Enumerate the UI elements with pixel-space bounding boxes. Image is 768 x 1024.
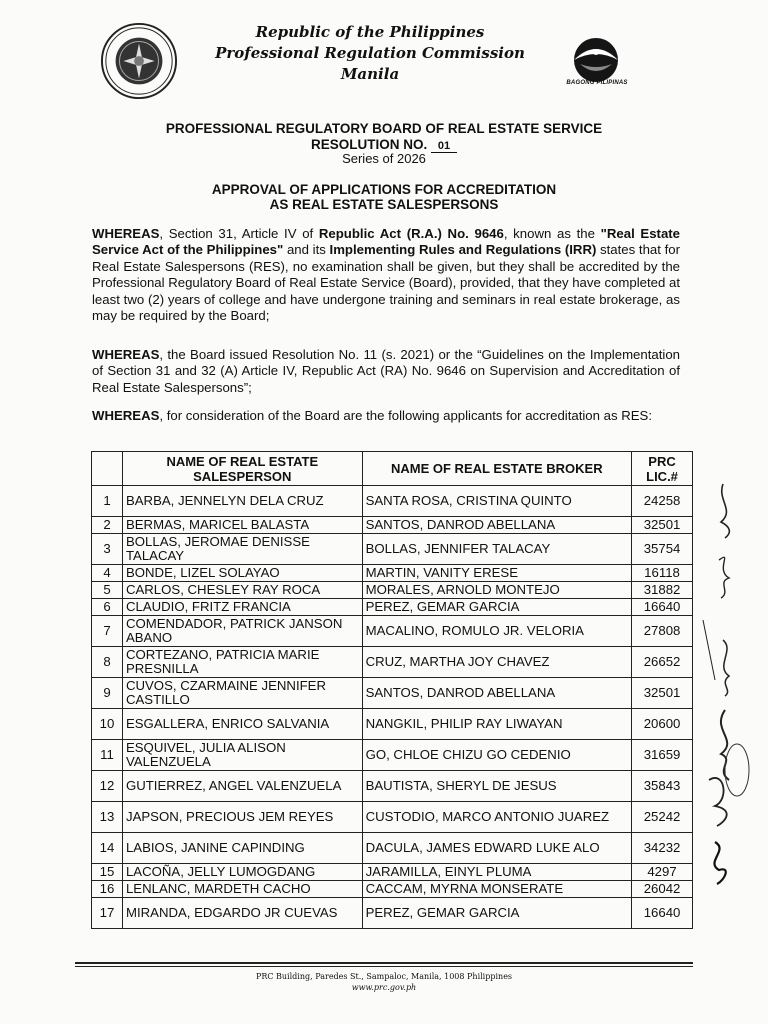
license-number: 32501 <box>632 517 693 534</box>
salesperson-name: BARBA, JENNELYN DELA CRUZ <box>122 486 362 517</box>
license-number: 24258 <box>632 486 693 517</box>
prc-seal-logo <box>100 22 178 100</box>
salesperson-name: GUTIERREZ, ANGEL VALENZUELA <box>122 771 362 802</box>
broker-name: PEREZ, GEMAR GARCIA <box>362 898 631 929</box>
salesperson-name: MIRANDA, EDGARDO JR CUEVAS <box>122 898 362 929</box>
broker-name: NANGKIL, PHILIP RAY LIWAYAN <box>362 709 631 740</box>
table-row <box>92 898 693 929</box>
salesperson-name: CARLOS, CHESLEY RAY ROCA <box>122 582 362 599</box>
broker-name: CRUZ, MARTHA JOY CHAVEZ <box>362 647 631 678</box>
salesperson-name: LABIOS, JANINE CAPINDING <box>122 833 362 864</box>
license-number: 31659 <box>632 740 693 771</box>
table-row <box>92 771 693 802</box>
row-number: 8 <box>92 647 123 678</box>
table-row <box>92 582 693 599</box>
bagong-pilipinas-label: BAGONG PILIPINAS <box>566 80 628 86</box>
broker-name: MACALINO, ROMULO JR. VELORIA <box>362 616 631 647</box>
table-body <box>92 486 693 929</box>
salesperson-name: LENLANC, MARDETH CACHO <box>122 881 362 898</box>
license-number: 16640 <box>632 898 693 929</box>
salesperson-name: COMENDADOR, PATRICK JANSON ABANO <box>122 616 362 647</box>
broker-name: JARAMILLA, EINYL PLUMA <box>362 864 631 881</box>
table-row <box>92 517 693 534</box>
license-number: 35843 <box>632 771 693 802</box>
footer-address: PRC Building, Paredes St., Sampaloc, Manila, 1008 Philippines <box>255 972 513 981</box>
table-row <box>92 486 693 517</box>
broker-name: MARTIN, VANITY ERESE <box>362 565 631 582</box>
table-row <box>92 709 693 740</box>
applicants-table <box>91 451 693 929</box>
broker-name: CUSTODIO, MARCO ANTONIO JUAREZ <box>362 802 631 833</box>
license-number: 27808 <box>632 616 693 647</box>
letterhead <box>200 22 540 85</box>
salesperson-name: JAPSON, PRECIOUS JEM REYES <box>122 802 362 833</box>
table-row <box>92 678 693 709</box>
salesperson-name: ESQUIVEL, JULIA ALISON VALENZUELA <box>122 740 362 771</box>
row-number: 14 <box>92 833 123 864</box>
row-number: 2 <box>92 517 123 534</box>
table-row <box>92 616 693 647</box>
salesperson-name: CORTEZANO, PATRICIA MARIE PRESNILLA <box>122 647 362 678</box>
broker-name: SANTA ROSA, CRISTINA QUINTO <box>362 486 631 517</box>
broker-name: GO, CHLOE CHIZU GO CEDENIO <box>362 740 631 771</box>
whereas-paragraph-1: WHEREAS, Section 31, Article IV of Republic Act (R.A.) No. 9646, known as the "Real Estate Service Act of the Philippines" and its Implementing Rules and Regulations (IRR) states that for Real Estate Salespersons (RES), no examination shall be given, but they shall be accredited by the Professional Regulatory Board of Real Estate Service (Board), provided, that they have completed at least two (2) years of college and have undergone training and seminars in real estate brokerage, as may be required by the Board; <box>92 226 681 324</box>
table-row <box>92 647 693 678</box>
broker-name: BAUTISTA, SHERYL DE JESUS <box>362 771 631 802</box>
row-number: 11 <box>92 740 123 771</box>
broker-name: MORALES, ARNOLD MONTEJO <box>362 582 631 599</box>
table-row <box>92 881 693 898</box>
row-number: 13 <box>92 802 123 833</box>
board-title: PROFESSIONAL REGULATORY BOARD OF REAL ESTATE SERVICE <box>165 121 603 136</box>
footer-website: www.prc.gov.ph <box>351 983 417 992</box>
resolution-number: 01 <box>431 140 457 153</box>
row-number: 12 <box>92 771 123 802</box>
resolution-label: RESOLUTION NO. <box>310 137 428 152</box>
whereas-paragraph-3: WHEREAS, for consideration of the Board are the following applicants for accreditation as RES: <box>92 408 653 423</box>
resolution-subject-line1: APPROVAL OF APPLICATIONS FOR ACCREDITATION <box>211 182 557 197</box>
salesperson-name: BOLLAS, JEROMAE DENISSE TALACAY <box>122 534 362 565</box>
row-number: 16 <box>92 881 123 898</box>
row-number: 5 <box>92 582 123 599</box>
license-number: 25242 <box>632 802 693 833</box>
salesperson-name: CUVOS, CZARMAINE JENNIFER CASTILLO <box>122 678 362 709</box>
license-number: 16640 <box>632 599 693 616</box>
table-row <box>92 565 693 582</box>
row-number: 9 <box>92 678 123 709</box>
table-header-row <box>92 452 693 486</box>
header-broker: NAME OF REAL ESTATE BROKER <box>362 452 631 486</box>
broker-name: PEREZ, GEMAR GARCIA <box>362 599 631 616</box>
salesperson-name: ESGALLERA, ENRICO SALVANIA <box>122 709 362 740</box>
broker-name: SANTOS, DANROD ABELLANA <box>362 517 631 534</box>
header-salesperson: NAME OF REAL ESTATE SALESPERSON <box>122 452 362 486</box>
resolution-subject-line2: AS REAL ESTATE SALESPERSONS <box>269 197 499 212</box>
license-number: 26652 <box>632 647 693 678</box>
table-row <box>92 802 693 833</box>
table-row <box>92 864 693 881</box>
license-number: 20600 <box>632 709 693 740</box>
row-number: 15 <box>92 864 123 881</box>
license-number: 31882 <box>632 582 693 599</box>
row-number: 1 <box>92 486 123 517</box>
broker-name: BOLLAS, JENNIFER TALACAY <box>362 534 631 565</box>
table-row <box>92 534 693 565</box>
letterhead-city: Manila <box>340 65 400 83</box>
license-number: 4297 <box>632 864 693 881</box>
header-num <box>92 452 123 486</box>
license-number: 35754 <box>632 534 693 565</box>
letterhead-agency: Professional Regulation Commission <box>215 44 525 62</box>
whereas-paragraph-2: WHEREAS, the Board issued Resolution No. 11 (s. 2021) or the “Guidelines on the Implementation of Section 31 and 32 (A) Article IV, Republic Act (RA) No. 9646 on Supervision and Accreditation of Real Estate Salespersons”; <box>92 347 680 395</box>
license-number: 16118 <box>632 565 693 582</box>
signatures <box>695 470 765 890</box>
row-number: 4 <box>92 565 123 582</box>
row-number: 10 <box>92 709 123 740</box>
footer-rule-thick <box>75 962 693 964</box>
salesperson-name: LACOÑA, JELLY LUMOGDANG <box>122 864 362 881</box>
broker-name: DACULA, JAMES EDWARD LUKE ALO <box>362 833 631 864</box>
header-license: PRC LIC.# <box>632 452 693 486</box>
row-number: 6 <box>92 599 123 616</box>
table-row <box>92 833 693 864</box>
footer-rule-thin <box>75 966 693 967</box>
table-row <box>92 740 693 771</box>
salesperson-name: BERMAS, MARICEL BALASTA <box>122 517 362 534</box>
row-number: 17 <box>92 898 123 929</box>
salesperson-name: CLAUDIO, FRITZ FRANCIA <box>122 599 362 616</box>
letterhead-country: Republic of the Philippines <box>255 23 485 41</box>
row-number: 3 <box>92 534 123 565</box>
broker-name: SANTOS, DANROD ABELLANA <box>362 678 631 709</box>
series-year: Series of 2026 <box>342 151 426 166</box>
salesperson-name: BONDE, LIZEL SOLAYAO <box>122 565 362 582</box>
table-row <box>92 599 693 616</box>
license-number: 34232 <box>632 833 693 864</box>
row-number: 7 <box>92 616 123 647</box>
broker-name: CACCAM, MYRNA MONSERATE <box>362 881 631 898</box>
license-number: 32501 <box>632 678 693 709</box>
license-number: 26042 <box>632 881 693 898</box>
